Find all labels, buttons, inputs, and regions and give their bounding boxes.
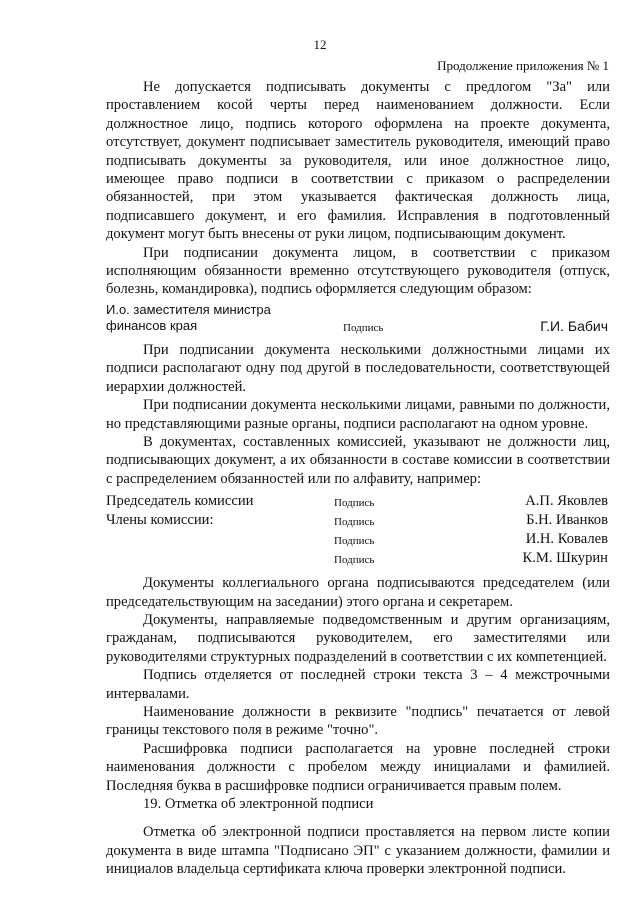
example-signature-block: [106, 301, 610, 337]
appendix-note: Продолжение приложения № 1: [437, 58, 609, 73]
signature-position-line-1: И.о. заместителя министра: [106, 301, 271, 317]
section-title: 19. Отметка об электронной подписи: [143, 796, 374, 812]
signature-placeholder: Подпись: [334, 516, 375, 529]
paragraph: В документах, составленных комиссией, указывают не должности лиц, подписывающих документ, а их обязанности в составе комиссии в соответствии с распределением обязанностей или по алфавиту, например:: [106, 433, 610, 487]
paragraph: При подписании документа лицом, в соответствии с приказом исполняющим обязанности временно отсутствующего руководителя (отпуск, болезнь, командировка), подпись оформляется следующим образом:: [106, 244, 610, 298]
commission-row: [106, 511, 610, 530]
paragraph: Расшифровка подписи располагается на уровне последней строки наименования должности с пробелом между инициалами и фамилией. Последняя буква в расшифровке подписи ограничивается правым полем.: [106, 740, 610, 794]
signature-placeholder: Подпись: [334, 535, 375, 548]
paragraph: Документы коллегиального органа подписываются председателем (или председательствующим на заседании) этого органа и секретарем.: [106, 575, 610, 610]
paragraph: Документы, направляемые подведомственным и другим организациям, гражданам, подписываются руководителем, его заместителями или руководителями структурных подразделений в соответствии с их компетенцией.: [106, 611, 610, 665]
commission-name: Б.Н. Иванков: [526, 512, 608, 529]
signature-placeholder: Подпись: [334, 497, 375, 510]
commission-role: Председатель комиссии: [106, 493, 254, 510]
commission-row: [106, 530, 610, 549]
paragraph: При подписании документа несколькими должностными лицами их подписи располагают одну под другой в последовательности, соответствующей иерархии должностей.: [106, 341, 610, 395]
signature-position-line-2: финансов края: [106, 317, 198, 333]
signature-name: Г.И. Бабич: [540, 317, 608, 334]
signature-placeholder: Подпись: [334, 554, 375, 567]
commission-signatures: [106, 492, 610, 568]
paragraph: Подпись отделяется от последней строки текста 3 – 4 межстрочными интервалами.: [106, 667, 610, 702]
paragraph: При подписании документа несколькими лицами, равными по должности, но представляющими разные органы, подписи располагают на одном уровне.: [106, 397, 610, 432]
commission-name: К.М. Шкурин: [522, 550, 608, 567]
commission-name: А.П. Яковлев: [525, 493, 608, 510]
paragraph: Отметка об электронной подписи проставляется на первом листе копии документа в виде штампа "Подписано ЭП" с указанием должности, фамилии и инициалов владельца сертификата ключа проверки электронной подписи.: [106, 824, 610, 878]
commission-role: Члены комиссии:: [106, 512, 214, 529]
commission-row: [106, 492, 610, 511]
paragraph: Наименование должности в реквизите "подпись" печатается от левой границы текстового поля в режиме "точно".: [106, 703, 610, 739]
page-number: 12: [313, 37, 327, 52]
body-text: [106, 78, 610, 879]
paragraph: Не допускается подписывать документы с предлогом "За" или проставлением косой черты перед наименованием должности. Если должностное лицо, подпись которого оформлена на проекте документа, отсутствует, документ подписывает заместитель руководителя, имеющий право подписывать документы за руководителя, или иное должностное лицо, имеющее право подписи в соответствии с приказом о распределении обязанностей, при этом указывается фактическая должность лица, подписавшего документ, и его фамилия. Исправления в подготовленный документ могут быть внесены от руки лицом, подписывающим документ.: [106, 79, 610, 243]
commission-name: И.Н. Ковалев: [525, 531, 608, 548]
signature-placeholder: Подпись: [343, 321, 384, 334]
commission-row: [106, 549, 610, 568]
